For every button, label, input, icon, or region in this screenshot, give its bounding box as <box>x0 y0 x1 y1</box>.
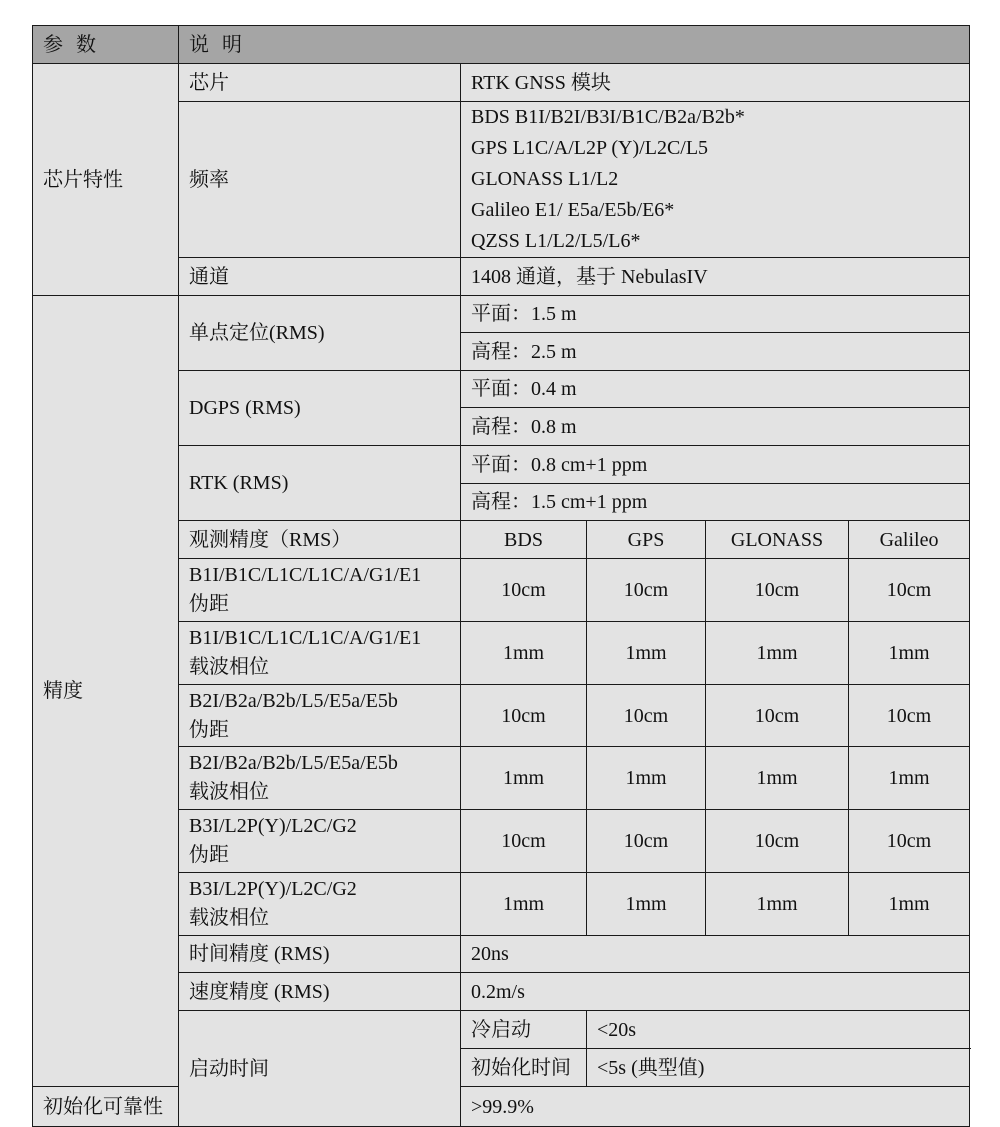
signal-kind: 载波相位 <box>189 781 269 803</box>
obs-signal <box>179 622 461 685</box>
time-value: 20ns <box>461 936 970 973</box>
obs-value: 1mm <box>706 873 849 936</box>
obs-value: 1mm <box>587 622 706 685</box>
obs-value: 1mm <box>587 747 706 810</box>
table-row <box>33 296 970 333</box>
reliability-label: 初始化可靠性 <box>33 1087 179 1127</box>
freq-line: BDS B1I/B2I/B3I/B1C/B2a/B2b* <box>471 106 745 128</box>
obs-value: 10cm <box>849 685 970 747</box>
chip-label: 芯片 <box>179 64 461 102</box>
obs-value: 10cm <box>849 810 970 873</box>
obs-value: 10cm <box>461 559 587 622</box>
obs-value: 10cm <box>461 810 587 873</box>
obs-value: 1mm <box>461 873 587 936</box>
obs-value: 1mm <box>849 873 970 936</box>
signal-kind: 载波相位 <box>189 656 269 678</box>
obs-signal <box>179 810 461 873</box>
channel-value: 1408 通道，基于 NebulasIV <box>461 258 970 296</box>
system-glonass: GLONASS <box>706 521 849 559</box>
obs-value: 10cm <box>587 810 706 873</box>
dgps-v: 高程：0.8 m <box>461 408 970 446</box>
signal-kind: 伪距 <box>189 844 229 866</box>
single-h: 平面：1.5 m <box>461 296 970 333</box>
channel-label: 通道 <box>179 258 461 296</box>
spec-table <box>32 25 970 1127</box>
speed-value: 0.2m/s <box>461 973 970 1011</box>
signal-name: B3I/L2P(Y)/L2C/G2 <box>189 878 357 900</box>
cold-value: <20s <box>587 1011 970 1049</box>
table-row <box>33 64 970 102</box>
dgps-label: DGPS (RMS) <box>179 371 461 446</box>
speed-label: 速度精度 (RMS) <box>179 973 461 1011</box>
obs-value: 1mm <box>849 622 970 685</box>
group-startup: 启动时间 <box>179 1011 461 1127</box>
obs-value: 1mm <box>706 622 849 685</box>
freq-label: 频率 <box>179 102 461 258</box>
table-row <box>33 1087 970 1127</box>
param-header: 参 数 <box>33 26 179 64</box>
obs-signal <box>179 747 461 810</box>
freq-line: GLONASS L1/L2 <box>471 168 619 190</box>
reliability-value: >99.9% <box>461 1087 970 1127</box>
obs-value: 10cm <box>587 559 706 622</box>
obs-value: 1mm <box>706 747 849 810</box>
single-label: 单点定位(RMS) <box>179 296 461 371</box>
signal-kind: 伪距 <box>189 593 229 615</box>
rtk-v: 高程：1.5 cm+1 ppm <box>461 484 970 521</box>
signal-name: B1I/B1C/L1C/L1C/A/G1/E1 <box>189 564 422 586</box>
freq-line: GPS L1C/A/L2P (Y)/L2C/L5 <box>471 137 709 159</box>
obs-value: 10cm <box>706 810 849 873</box>
signal-name: B1I/B1C/L1C/L1C/A/G1/E1 <box>189 627 422 649</box>
obs-value: 10cm <box>706 685 849 747</box>
obs-signal <box>179 873 461 936</box>
obs-value: 1mm <box>461 747 587 810</box>
obs-value: 1mm <box>587 873 706 936</box>
header-row <box>33 26 970 64</box>
init-value: <5s (典型值) <box>587 1049 970 1087</box>
single-v: 高程：2.5 m <box>461 333 970 371</box>
obs-value: 10cm <box>461 685 587 747</box>
obs-value: 10cm <box>849 559 970 622</box>
freq-line: QZSS L1/L2/L5/L6* <box>471 230 641 252</box>
chip-value: RTK GNSS 模块 <box>461 64 970 102</box>
obs-signal <box>179 559 461 622</box>
init-label: 初始化时间 <box>461 1049 587 1087</box>
cold-label: 冷启动 <box>461 1011 587 1049</box>
freq-values <box>461 102 970 258</box>
signal-kind: 伪距 <box>189 718 229 741</box>
obs-label: 观测精度（RMS） <box>179 521 461 559</box>
rtk-label: RTK (RMS) <box>179 446 461 521</box>
desc-header: 说 明 <box>179 26 970 64</box>
freq-line: Galileo E1/ E5a/E5b/E6* <box>471 199 675 221</box>
time-label: 时间精度 (RMS) <box>179 936 461 973</box>
obs-value: 10cm <box>587 685 706 747</box>
signal-name: B3I/L2P(Y)/L2C/G2 <box>189 815 357 837</box>
obs-signal <box>179 685 461 747</box>
signal-name: B2I/B2a/B2b/L5/E5a/E5b <box>189 689 398 712</box>
signal-kind: 载波相位 <box>189 907 269 929</box>
group-accuracy: 精度 <box>33 296 179 1087</box>
system-bds: BDS <box>461 521 587 559</box>
system-gps: GPS <box>587 521 706 559</box>
obs-value: 1mm <box>849 747 970 810</box>
group-chip: 芯片特性 <box>33 64 179 296</box>
obs-value: 10cm <box>706 559 849 622</box>
signal-name: B2I/B2a/B2b/L5/E5a/E5b <box>189 752 398 774</box>
obs-value: 1mm <box>461 622 587 685</box>
dgps-h: 平面：0.4 m <box>461 371 970 408</box>
rtk-h: 平面：0.8 cm+1 ppm <box>461 446 970 484</box>
system-galileo: Galileo <box>849 521 970 559</box>
